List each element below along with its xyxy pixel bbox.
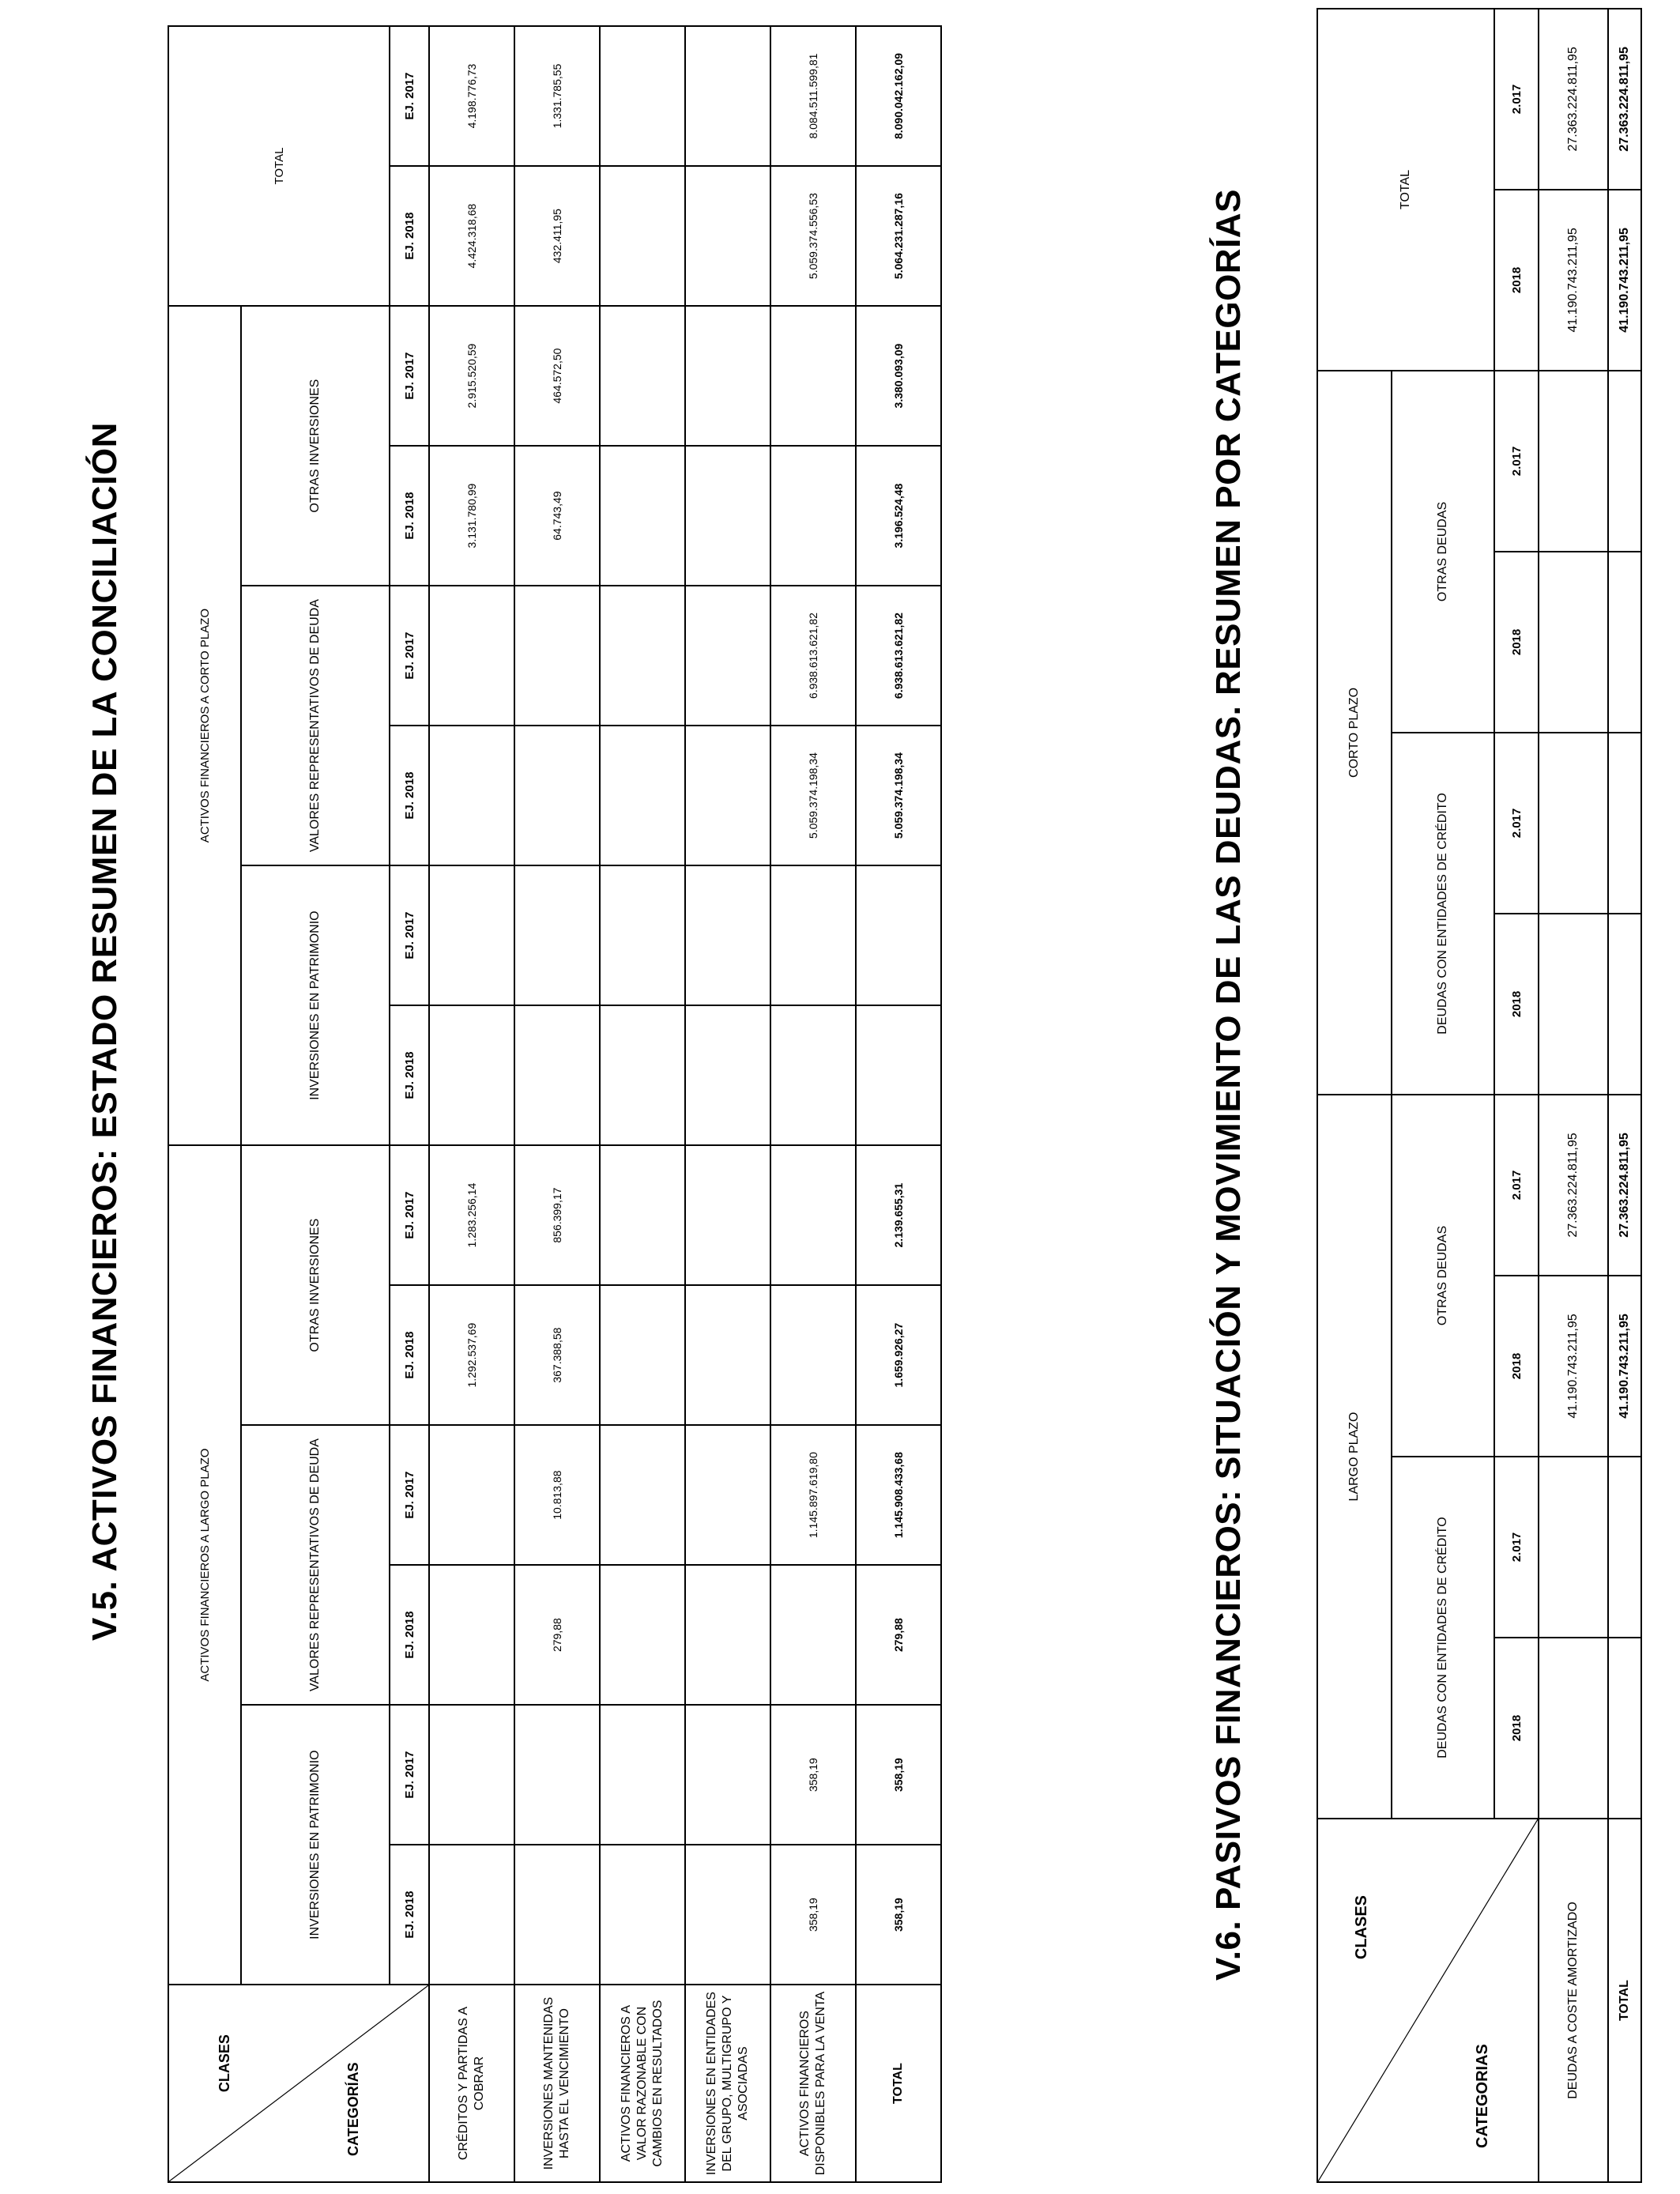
total-cell: 41.190.743.211,95	[1608, 1276, 1641, 1457]
year-header: 2.017	[1494, 371, 1539, 552]
group-largo-plazo: ACTIVOS FINANCIEROS A LARGO PLAZO	[168, 1145, 241, 1985]
year-header: 2018	[1494, 552, 1539, 733]
value-cell	[685, 586, 770, 726]
value-cell	[685, 726, 770, 865]
corner-header	[1317, 1819, 1539, 2182]
value-cell: 64.743,49	[514, 446, 600, 586]
value-cell: 10.813,88	[514, 1425, 600, 1565]
table-row	[600, 26, 685, 2182]
value-cell: 432.411,95	[514, 166, 600, 306]
section-title: V.6. PASIVOS FINANCIEROS: SITUACIÓN Y MOVIMIENTO DE LAS DEUDAS. RESUMEN POR CATEGORÍAS	[1209, 189, 1248, 1981]
value-cell	[429, 1005, 514, 1145]
total-cell	[1608, 1457, 1641, 1638]
value-cell: 6.938.613.621,82	[770, 586, 856, 726]
total-cell: 2.139.655,31	[856, 1145, 941, 1285]
value-cell: 367.388,58	[514, 1285, 600, 1425]
table-row	[685, 26, 770, 2182]
year-header: EJ. 2017	[390, 1425, 429, 1565]
value-cell	[685, 446, 770, 586]
group-corto-plazo: CORTO PLAZO	[1317, 371, 1392, 1095]
value-cell: 464.572,50	[514, 306, 600, 446]
value-cell	[685, 1845, 770, 1985]
value-cell	[685, 306, 770, 446]
corner-categorias: CATEGORÍAS	[345, 2062, 361, 2156]
value-cell: 5.059.374.198,34	[770, 726, 856, 865]
row-category: DEUDAS A COSTE AMORTIZADO	[1539, 1819, 1608, 2182]
value-cell	[600, 26, 685, 166]
year-header: EJ. 2018	[390, 1285, 429, 1425]
sub-otras-deudas: OTRAS DEUDAS	[1392, 371, 1494, 733]
total-cell: 6.938.613.621,82	[856, 586, 941, 726]
total-cell	[1608, 552, 1641, 733]
year-header: 2.017	[1494, 1095, 1539, 1276]
value-cell	[770, 1285, 856, 1425]
value-cell: 4.198.776,73	[429, 26, 514, 166]
value-cell	[770, 446, 856, 586]
total-cell: 5.064.231.287,16	[856, 166, 941, 306]
row-category: CRÉDITOS Y PARTIDAS A COBRAR	[429, 1985, 514, 2182]
year-header: EJ. 2018	[390, 726, 429, 865]
value-cell	[600, 1145, 685, 1285]
group-corto-plazo: ACTIVOS FINANCIEROS A CORTO PLAZO	[168, 306, 241, 1145]
sub-inversiones-patrimonio: INVERSIONES EN PATRIMONIO	[241, 1705, 390, 1985]
sub-otras-deudas: OTRAS DEUDAS	[1392, 1095, 1494, 1457]
year-header: 2018	[1494, 190, 1539, 371]
value-cell	[429, 1425, 514, 1565]
row-category: ACTIVOS FINANCIEROS DISPONIBLES PARA LA VENTA	[770, 1985, 856, 2182]
value-cell	[770, 1565, 856, 1705]
year-header: EJ. 2018	[390, 1005, 429, 1145]
value-cell	[1539, 371, 1608, 552]
value-cell: 8.084.511.599,81	[770, 26, 856, 166]
year-header: 2.017	[1494, 733, 1539, 914]
value-cell	[685, 1705, 770, 1845]
total-cell	[1608, 914, 1641, 1095]
value-cell	[770, 306, 856, 446]
row-category: ACTIVOS FINANCIEROS A VALOR RAZONABLE CON CAMBIOS EN RESULTADOS	[600, 1985, 685, 2182]
value-cell: 358,19	[770, 1705, 856, 1845]
total-cell: 1.659.926,27	[856, 1285, 941, 1425]
value-cell	[770, 1005, 856, 1145]
total-cell	[1608, 371, 1641, 552]
sub-inversiones-patrimonio: INVERSIONES EN PATRIMONIO	[241, 865, 390, 1145]
corner-clases: CLASES	[1353, 1895, 1370, 1960]
value-cell	[1539, 1638, 1608, 1819]
value-cell: 1.145.897.619,80	[770, 1425, 856, 1565]
total-cell: 5.059.374.198,34	[856, 726, 941, 865]
total-cell: 41.190.743.211,95	[1608, 190, 1641, 371]
value-cell	[600, 726, 685, 865]
group-total: TOTAL	[1317, 9, 1494, 371]
corner-header	[168, 1985, 429, 2182]
value-cell	[1539, 914, 1608, 1095]
value-cell	[600, 306, 685, 446]
pasivos-table	[1317, 8, 1642, 2183]
value-cell: 1.331.785,55	[514, 26, 600, 166]
value-cell: 3.131.780,99	[429, 446, 514, 586]
total-cell: 3.380.093,09	[856, 306, 941, 446]
table-row	[514, 26, 600, 2182]
row-category: TOTAL	[1608, 1819, 1641, 2182]
table-row	[1539, 9, 1608, 2182]
value-cell: 27.363.224.811,95	[1539, 9, 1608, 190]
value-cell	[600, 1565, 685, 1705]
total-cell: 1.145.908.433,68	[856, 1425, 941, 1565]
value-cell	[685, 26, 770, 166]
value-cell	[685, 865, 770, 1005]
table-row	[429, 26, 514, 2182]
value-cell	[429, 865, 514, 1005]
group-largo-plazo: LARGO PLAZO	[1317, 1095, 1392, 1819]
value-cell	[514, 726, 600, 865]
value-cell	[514, 1005, 600, 1145]
total-row	[1608, 9, 1641, 2182]
value-cell	[600, 446, 685, 586]
value-cell	[429, 1845, 514, 1985]
row-category: TOTAL	[856, 1985, 941, 2182]
total-cell: 279,88	[856, 1565, 941, 1705]
total-cell	[1608, 1638, 1641, 1819]
value-cell	[685, 1425, 770, 1565]
sub-valores-deuda: VALORES REPRESENTATIVOS DE DEUDA	[241, 1425, 390, 1705]
year-header: EJ. 2018	[390, 446, 429, 586]
value-cell: 1.292.537,69	[429, 1285, 514, 1425]
value-cell	[514, 865, 600, 1005]
year-header: EJ. 2018	[390, 166, 429, 306]
value-cell	[600, 1845, 685, 1985]
value-cell	[429, 586, 514, 726]
value-cell: 4.424.318,68	[429, 166, 514, 306]
value-cell	[685, 1565, 770, 1705]
value-cell: 41.190.743.211,95	[1539, 1276, 1608, 1457]
total-cell: 358,19	[856, 1705, 941, 1845]
value-cell: 1.283.256,14	[429, 1145, 514, 1285]
row-category: INVERSIONES EN ENTIDADES DEL GRUPO, MULTIGRUPO Y ASOCIADAS	[685, 1985, 770, 2182]
value-cell	[600, 586, 685, 726]
total-cell	[1608, 733, 1641, 914]
year-header: EJ. 2017	[390, 1145, 429, 1285]
total-cell: 27.363.224.811,95	[1608, 1095, 1641, 1276]
value-cell: 279,88	[514, 1565, 600, 1705]
value-cell	[770, 1145, 856, 1285]
year-header: EJ. 2017	[390, 865, 429, 1005]
value-cell	[600, 865, 685, 1005]
table-row	[770, 26, 856, 2182]
value-cell	[600, 1705, 685, 1845]
group-total: TOTAL	[168, 26, 390, 306]
sub-otras-inversiones: OTRAS INVERSIONES	[241, 1145, 390, 1425]
value-cell	[600, 1285, 685, 1425]
value-cell	[685, 166, 770, 306]
year-header: EJ. 2017	[390, 26, 429, 166]
total-cell: 27.363.224.811,95	[1608, 9, 1641, 190]
year-header: 2018	[1494, 1276, 1539, 1457]
value-cell: 5.059.374.556,53	[770, 166, 856, 306]
sub-valores-deuda: VALORES REPRESENTATIVOS DE DEUDA	[241, 586, 390, 865]
value-cell	[429, 1705, 514, 1845]
value-cell	[770, 865, 856, 1005]
value-cell: 41.190.743.211,95	[1539, 190, 1608, 371]
value-cell	[1539, 1457, 1608, 1638]
value-cell	[1539, 552, 1608, 733]
row-category: INVERSIONES MANTENIDAS HASTA EL VENCIMIENTO	[514, 1985, 600, 2182]
year-header: 2.017	[1494, 1457, 1539, 1638]
year-header: EJ. 2018	[390, 1845, 429, 1985]
year-header: EJ. 2017	[390, 586, 429, 726]
value-cell	[429, 1565, 514, 1705]
value-cell	[600, 166, 685, 306]
value-cell: 27.363.224.811,95	[1539, 1095, 1608, 1276]
value-cell: 856.399,17	[514, 1145, 600, 1285]
year-header: 2018	[1494, 1638, 1539, 1819]
section-pasivos	[869, 0, 1680, 2194]
total-cell: 3.196.524,48	[856, 446, 941, 586]
year-header: EJ. 2018	[390, 1565, 429, 1705]
value-cell	[1539, 733, 1608, 914]
value-cell	[600, 1005, 685, 1145]
section-title: V.5. ACTIVOS FINANCIEROS: ESTADO RESUMEN DE LA CONCILIACIÓN	[85, 422, 124, 1641]
sub-deudas-credito: DEUDAS CON ENTIDADES DE CRÉDITO	[1392, 733, 1494, 1095]
value-cell	[514, 586, 600, 726]
sub-otras-inversiones: OTRAS INVERSIONES	[241, 306, 390, 586]
value-cell	[685, 1285, 770, 1425]
year-header: 2.017	[1494, 9, 1539, 190]
activos-table	[168, 25, 942, 2183]
year-header: EJ. 2017	[390, 306, 429, 446]
sub-deudas-credito: DEUDAS CON ENTIDADES DE CRÉDITO	[1392, 1457, 1494, 1819]
total-cell: 358,19	[856, 1845, 941, 1985]
value-cell	[600, 1425, 685, 1565]
total-cell: 8.090.042.162,09	[856, 26, 941, 166]
corner-categorias: CATEGORIAS	[1474, 2044, 1491, 2148]
value-cell	[429, 726, 514, 865]
value-cell	[685, 1005, 770, 1145]
value-cell: 2.915.520,59	[429, 306, 514, 446]
corner-clases: CLASES	[217, 2034, 232, 2093]
value-cell	[514, 1705, 600, 1845]
value-cell: 358,19	[770, 1845, 856, 1985]
year-header: 2018	[1494, 914, 1539, 1095]
year-header: EJ. 2017	[390, 1705, 429, 1845]
value-cell	[514, 1845, 600, 1985]
value-cell	[685, 1145, 770, 1285]
